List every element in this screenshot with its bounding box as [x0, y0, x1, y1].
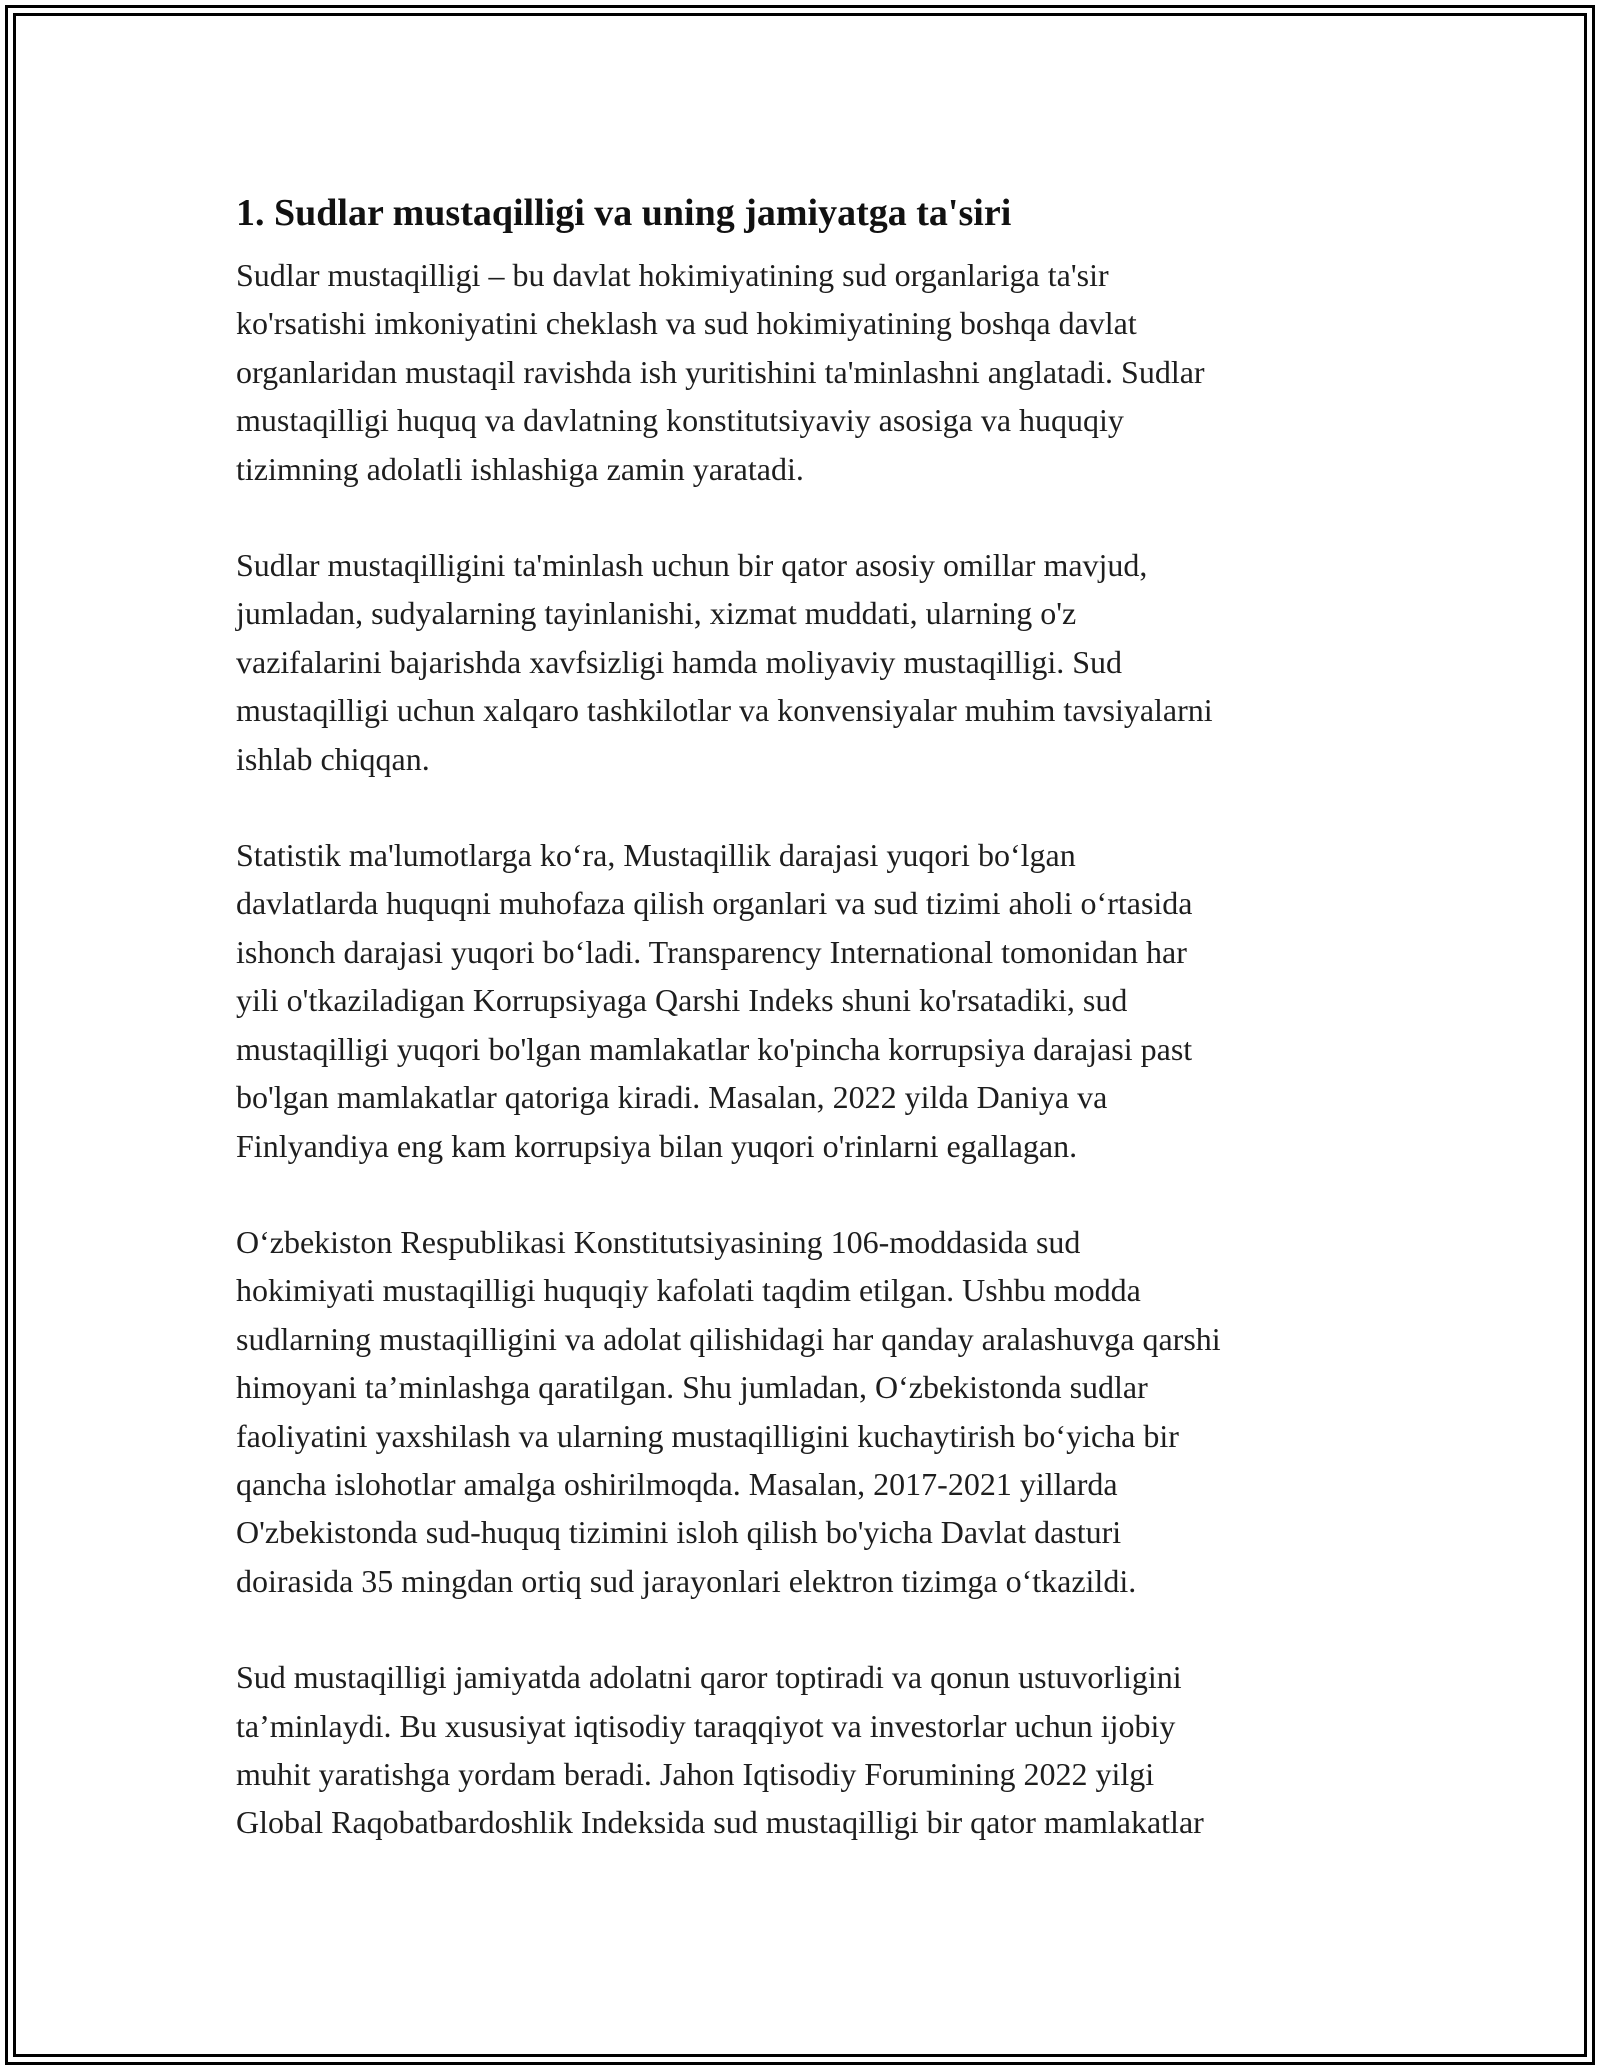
- text-line: vazifalarini bajarishda xavfsizligi hamda moliyaviy mustaqilligi. Sud: [236, 643, 1123, 680]
- document-body: [236, 183, 1386, 1895]
- text-line: ishlab chiqqan.: [236, 740, 430, 777]
- paragraph-society: [236, 1653, 1386, 1847]
- text-line: bo'lgan mamlakatlar qatoriga kiradi. Masalan, 2022 yilda Daniya va: [236, 1079, 1108, 1116]
- text-line: muhit yaratishga yordam beradi. Jahon Iqtisodiy Forumining 2022 yilgi: [236, 1755, 1155, 1792]
- text-line: Global Raqobatbardoshlik Indeksida sud mustaqilligi bir qator mamlakatlar: [236, 1804, 1204, 1841]
- text-line: doirasida 35 mingdan ortiq sud jarayonlari elektron tizimga o‘tkazildi.: [236, 1562, 1137, 1599]
- text-line: O'zbekistonda sud-huquq tizimini isloh qilish bo'yicha Davlat dasturi: [236, 1514, 1122, 1551]
- text-line: faoliyatini yaxshilash va ularning mustaqilligini kuchaytirish bo‘yicha bir: [236, 1417, 1179, 1454]
- text-line: Finlyandiya eng kam korrupsiya bilan yuqori o'rinlarni egallagan.: [236, 1127, 1078, 1164]
- section-title: 1. Sudlar mustaqilligi va uning jamiyatga ta'siri: [236, 192, 1012, 234]
- text-line: ishonch darajasi yuqori bo‘ladi. Transparency International tomonidan har: [236, 933, 1187, 970]
- text-line: sudlarning mustaqilligini va adolat qilishidagi har qanday aralashuvga qarshi: [236, 1320, 1221, 1357]
- text-line: ta’minlaydi. Bu xususiyat iqtisodiy taraqqiyot va investorlar uchun ijobiy: [236, 1707, 1176, 1744]
- text-line: jumladan, sudyalarning tayinlanishi, xizmat muddati, ularning o'z: [236, 595, 1077, 632]
- text-line: tizimning adolatli ishlashiga zamin yaratadi.: [236, 450, 804, 487]
- text-line: Sud mustaqilligi jamiyatda adolatni qaror toptiradi va qonun ustuvorligini: [236, 1659, 1182, 1696]
- text-line: O‘zbekiston Respublikasi Konstitutsiyasining 106-moddasida sud: [236, 1223, 1081, 1260]
- text-line: organlaridan mustaqil ravishda ish yuritishini ta'minlashni anglatadi. Sudlar: [236, 353, 1205, 390]
- text-line: Sudlar mustaqilligi – bu davlat hokimiyatining sud organlariga ta'sir: [236, 257, 1109, 293]
- text-line: mustaqilligi yuqori bo'lgan mamlakatlar ko'pincha korrupsiya darajasi past: [236, 1030, 1193, 1067]
- paragraph-factors: [236, 541, 1386, 783]
- text-line: Statistik ma'lumotlarga ko‘ra, Mustaqillik darajasi yuqori bo‘lgan: [236, 837, 1076, 874]
- text-line: Sudlar mustaqilligini ta'minlash uchun bir qator asosiy omillar mavjud,: [236, 547, 1148, 584]
- text-line: mustaqilligi huquq va davlatning konstitutsiyaviy asosiga va huquqiy: [236, 402, 1124, 439]
- text-line: mustaqilligi uchun xalqaro tashkilotlar va konvensiyalar muhim tavsiyalarni: [236, 692, 1213, 729]
- text-line: hokimiyati mustaqilligi huquqiy kafolati taqdim etilgan. Ushbu modda: [236, 1272, 1141, 1309]
- text-line: qancha islohotlar amalga oshirilmoqda. Masalan, 2017-2021 yillarda: [236, 1465, 1118, 1502]
- text-line: yili o'tkaziladigan Korrupsiyaga Qarshi Indeks shuni ko'rsatadiki, sud: [236, 982, 1128, 1019]
- text-line: davlatlarda huquqni muhofaza qilish organlari va sud tizimi aholi o‘rtasida: [236, 885, 1193, 922]
- text-line: himoyani ta’minlashga qaratilgan. Shu jumladan, O‘zbekistonda sudlar: [236, 1369, 1148, 1406]
- paragraph-definition: [236, 251, 1386, 493]
- paragraph-uzbekistan: [236, 1218, 1386, 1605]
- paragraph-statistics: [236, 831, 1386, 1170]
- text-line: ko'rsatishi imkoniyatini cheklash va sud hokimiyatining boshqa davlat: [236, 305, 1137, 342]
